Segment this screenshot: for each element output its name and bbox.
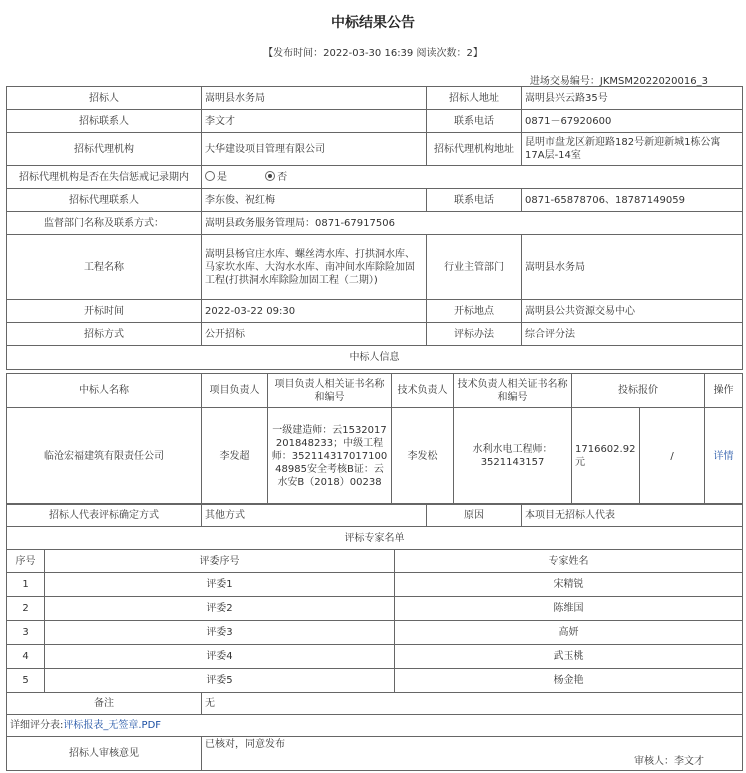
winner-price: 1716602.92元 bbox=[572, 408, 640, 504]
winner-name: 临沧宏福建筑有限责任公司 bbox=[7, 408, 202, 505]
radio-yes-label: 是 bbox=[217, 171, 227, 183]
expert-no: 5 bbox=[7, 669, 45, 693]
review-value: 已核对，同意发布 bbox=[205, 739, 285, 750]
eval-label: 评标办法 bbox=[427, 323, 522, 346]
agency-contact-value: 李东俊、祝红梅 bbox=[202, 189, 427, 212]
rep-value: 其他方式 bbox=[202, 504, 427, 527]
winner-header-pm-cert: 项目负责人相关证书名称和编号 bbox=[268, 374, 392, 408]
expert-seq: 评委3 bbox=[45, 621, 395, 645]
expert-seq: 评委4 bbox=[45, 645, 395, 669]
table-row bbox=[7, 645, 743, 669]
remark-label: 备注 bbox=[7, 693, 202, 715]
contact-value: 李文才 bbox=[202, 110, 427, 133]
experts-header-seq: 评委序号 bbox=[45, 550, 395, 573]
experts-table bbox=[6, 549, 743, 693]
project-label: 工程名称 bbox=[7, 235, 202, 300]
method-value: 公开招标 bbox=[202, 323, 427, 346]
publish-meta: 【发布时间：2022-03-30 16:39 阅读次数：2】 bbox=[263, 48, 483, 59]
table-row bbox=[7, 597, 743, 621]
reviewer: 审核人：李文才 bbox=[634, 756, 704, 767]
agency-label: 招标代理机构 bbox=[7, 133, 202, 166]
table-row bbox=[7, 669, 743, 693]
contact-label: 招标联系人 bbox=[7, 110, 202, 133]
review-label: 招标人审核意见 bbox=[7, 737, 202, 771]
industry-label: 行业主管部门 bbox=[427, 235, 522, 300]
experts-header-name: 专家姓名 bbox=[395, 550, 743, 573]
radio-yes[interactable] bbox=[205, 171, 215, 181]
winner-tech: 李发松 bbox=[392, 408, 454, 505]
page-title: 中标结果公告 bbox=[331, 15, 415, 31]
detail-pdf-link[interactable]: 评标报表_无签章.PDF bbox=[63, 720, 162, 731]
expert-no: 4 bbox=[7, 645, 45, 669]
table-row bbox=[7, 573, 743, 597]
agency-phone-label: 联系电话 bbox=[427, 189, 522, 212]
expert-name: 杨金艳 bbox=[395, 669, 743, 693]
winner-header-price: 投标报价 bbox=[572, 374, 705, 408]
open-time-value: 2022-03-22 09:30 bbox=[202, 300, 427, 323]
expert-no: 3 bbox=[7, 621, 45, 645]
winner-price-cell bbox=[572, 408, 705, 505]
winner-price-slash: / bbox=[670, 450, 674, 462]
agency-phone-value: 0871-65878706、18787149059 bbox=[522, 189, 743, 212]
open-place-label: 开标地点 bbox=[427, 300, 522, 323]
reason-value: 本项目无招标人代表 bbox=[522, 504, 743, 527]
winner-detail-link[interactable] bbox=[705, 408, 743, 505]
agency-value: 大华建设项目管理有限公司 bbox=[202, 133, 427, 166]
dishonest-options bbox=[202, 166, 743, 189]
info-table bbox=[6, 86, 743, 370]
radio-no[interactable] bbox=[265, 171, 275, 181]
tenderer-value: 嵩明县水务局 bbox=[202, 87, 427, 110]
experts-header-no: 序号 bbox=[7, 550, 45, 573]
expert-seq: 评委2 bbox=[45, 597, 395, 621]
supervisor-label: 监督部门名称及联系方式： bbox=[7, 212, 202, 235]
winner-tech-cert: 水利水电工程师：3521143157 bbox=[454, 408, 572, 505]
tenderer-addr-value: 嵩明县兴云路35号 bbox=[522, 87, 743, 110]
open-time-label: 开标时间 bbox=[7, 300, 202, 323]
project-value: 嵩明县杨官庄水库、螺丝湾水库、打拱洞水库、马家坎水库、大沟水水库、南冲间水库除险加固工程(打拱洞水库除险加固工程（二期）) bbox=[202, 235, 427, 300]
detail-prefix: 详细评分表: bbox=[10, 720, 64, 731]
detail-row bbox=[7, 715, 743, 737]
winner-header-tech-cert: 技术负责人相关证书名称和编号 bbox=[454, 374, 572, 408]
radio-no-label: 否 bbox=[277, 171, 288, 183]
dishonest-label: 招标代理机构是否在失信惩戒记录期内 bbox=[7, 166, 202, 189]
expert-name: 武玉桃 bbox=[395, 645, 743, 669]
expert-no: 1 bbox=[7, 573, 45, 597]
eval-value: 综合评分法 bbox=[522, 323, 743, 346]
phone-value: 0871－67920600 bbox=[522, 110, 743, 133]
winner-header-op: 操作 bbox=[705, 374, 743, 408]
bottom-table bbox=[6, 692, 743, 771]
agency-addr-value: 昆明市盘龙区新迎路182号新迎新城1栋公寓17A层-14室 bbox=[522, 133, 743, 166]
reason-label: 原因 bbox=[427, 504, 522, 527]
expert-no: 2 bbox=[7, 597, 45, 621]
rep-table bbox=[6, 503, 743, 550]
agency-addr-label: 招标代理机构地址 bbox=[427, 133, 522, 166]
winner-header-tech: 技术负责人 bbox=[392, 374, 454, 408]
agency-contact-label: 招标代理联系人 bbox=[7, 189, 202, 212]
open-place-value: 嵩明县公共资源交易中心 bbox=[522, 300, 743, 323]
trade-code: 进场交易编号：JKMSM2022020016_3 bbox=[529, 76, 708, 87]
expert-name: 宋精锐 bbox=[395, 573, 743, 597]
method-label: 招标方式 bbox=[7, 323, 202, 346]
winner-header-name: 中标人名称 bbox=[7, 374, 202, 408]
winner-header-pm: 项目负责人 bbox=[202, 374, 268, 408]
winner-table bbox=[6, 373, 743, 505]
table-row bbox=[7, 621, 743, 645]
review-cell bbox=[202, 737, 743, 771]
remark-value: 无 bbox=[202, 693, 743, 715]
expert-seq: 评委1 bbox=[45, 573, 395, 597]
winner-section-title: 中标人信息 bbox=[7, 346, 743, 370]
tenderer-label: 招标人 bbox=[7, 87, 202, 110]
industry-value: 嵩明县水务局 bbox=[522, 235, 743, 300]
phone-label: 联系电话 bbox=[427, 110, 522, 133]
expert-name: 陈维国 bbox=[395, 597, 743, 621]
winner-pm: 李发超 bbox=[202, 408, 268, 505]
supervisor-value: 嵩明县政务服务管理局：0871-67917506 bbox=[202, 212, 743, 235]
detail-link-text[interactable]: 详情 bbox=[713, 450, 734, 462]
rep-label: 招标人代表评标确定方式 bbox=[7, 504, 202, 527]
expert-name: 高妍 bbox=[395, 621, 743, 645]
tenderer-addr-label: 招标人地址 bbox=[427, 87, 522, 110]
experts-section-title: 评标专家名单 bbox=[7, 527, 743, 550]
expert-seq: 评委5 bbox=[45, 669, 395, 693]
winner-pm-cert: 一级建造师：云1532017201848233；中级工程师：35211431701710048985安全考核B证：云水安B（2018）00238 bbox=[268, 408, 392, 505]
